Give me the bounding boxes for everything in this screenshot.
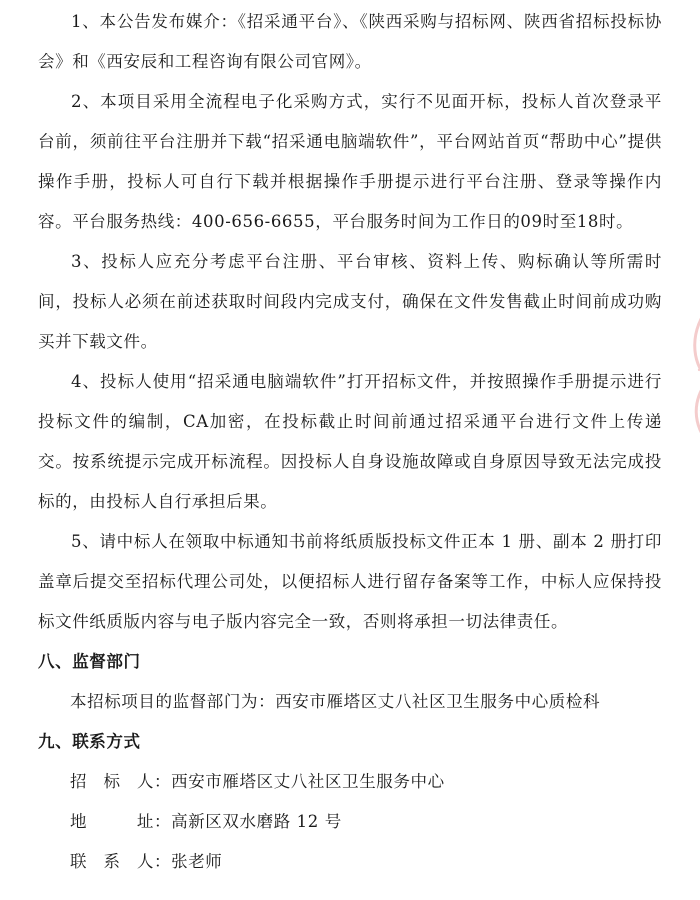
notice-paragraph-2: 2、本项目采用全流程电子化采购方式，实行不见面开标，投标人首次登录平台前，须前往平台注册并下载“招采通电脑端软件”，平台网站首页“帮助中心”提供操作手册，投标人可自行下载并根据操作手册提示进行平台注册、登录等操作内容。平台服务热线：400-656-6655，平台服务时间为工作日的09时至18时。 xyxy=(38,92,662,231)
section-heading-contact: 九、联系方式 xyxy=(38,732,141,751)
contact-label-address: 地址 xyxy=(70,812,154,831)
contact-value-address: 高新区双水磨路 12 号 xyxy=(171,812,342,831)
notice-paragraph-3: 3、投标人应充分考虑平台注册、平台审核、资料上传、购标确认等所需时间，投标人必须在前述获取时间段内完成支付，确保在文件发售截止时间前成功购买并下载文件。 xyxy=(38,252,662,351)
contact-row-tenderer xyxy=(70,762,445,802)
contact-colon: ： xyxy=(154,852,172,871)
contact-colon: ： xyxy=(154,812,172,831)
contact-row-address xyxy=(70,802,342,842)
contact-value-tenderer: 西安市雁塔区丈八社区卫生服务中心 xyxy=(171,772,445,791)
contact-colon: ： xyxy=(154,772,172,791)
contact-label-tenderer: 招标人 xyxy=(70,772,154,791)
notice-paragraph-4: 4、投标人使用“招采通电脑端软件”打开招标文件，并按照操作手册提示进行投标文件的编制，CA加密，在投标截止时间前通过招采通平台进行文件上传递交。按系统提示完成开标流程。因投标人自身设施故障或自身原因导致无法完成投标的，由投标人自行承担后果。 xyxy=(38,372,662,511)
contact-value-person: 张老师 xyxy=(171,852,223,871)
supervision-text: 本招标项目的监督部门为：西安市雁塔区丈八社区卫生服务中心质检科 xyxy=(70,692,601,711)
notice-paragraph-5: 5、请中标人在领取中标通知书前将纸质版投标文件正本 1 册、副本 2 册打印盖章后提交至招标代理公司处，以便招标人进行留存备案等工作，中标人应保持投标文件纸质版内容与电子版内容完全一致，否则将承担一切法律责任。 xyxy=(38,532,662,631)
seal-stamp-fragment xyxy=(680,300,700,450)
contact-label-person: 联系人 xyxy=(70,852,154,871)
notice-paragraph-1: 1、本公告发布媒介：《招采通平台》、《陕西采购与招标网、陕西省招标投标协会》和《西安辰和工程咨询有限公司官网》。 xyxy=(38,12,662,71)
contact-row-person xyxy=(70,842,222,882)
section-heading-supervision: 八、监督部门 xyxy=(38,652,141,671)
